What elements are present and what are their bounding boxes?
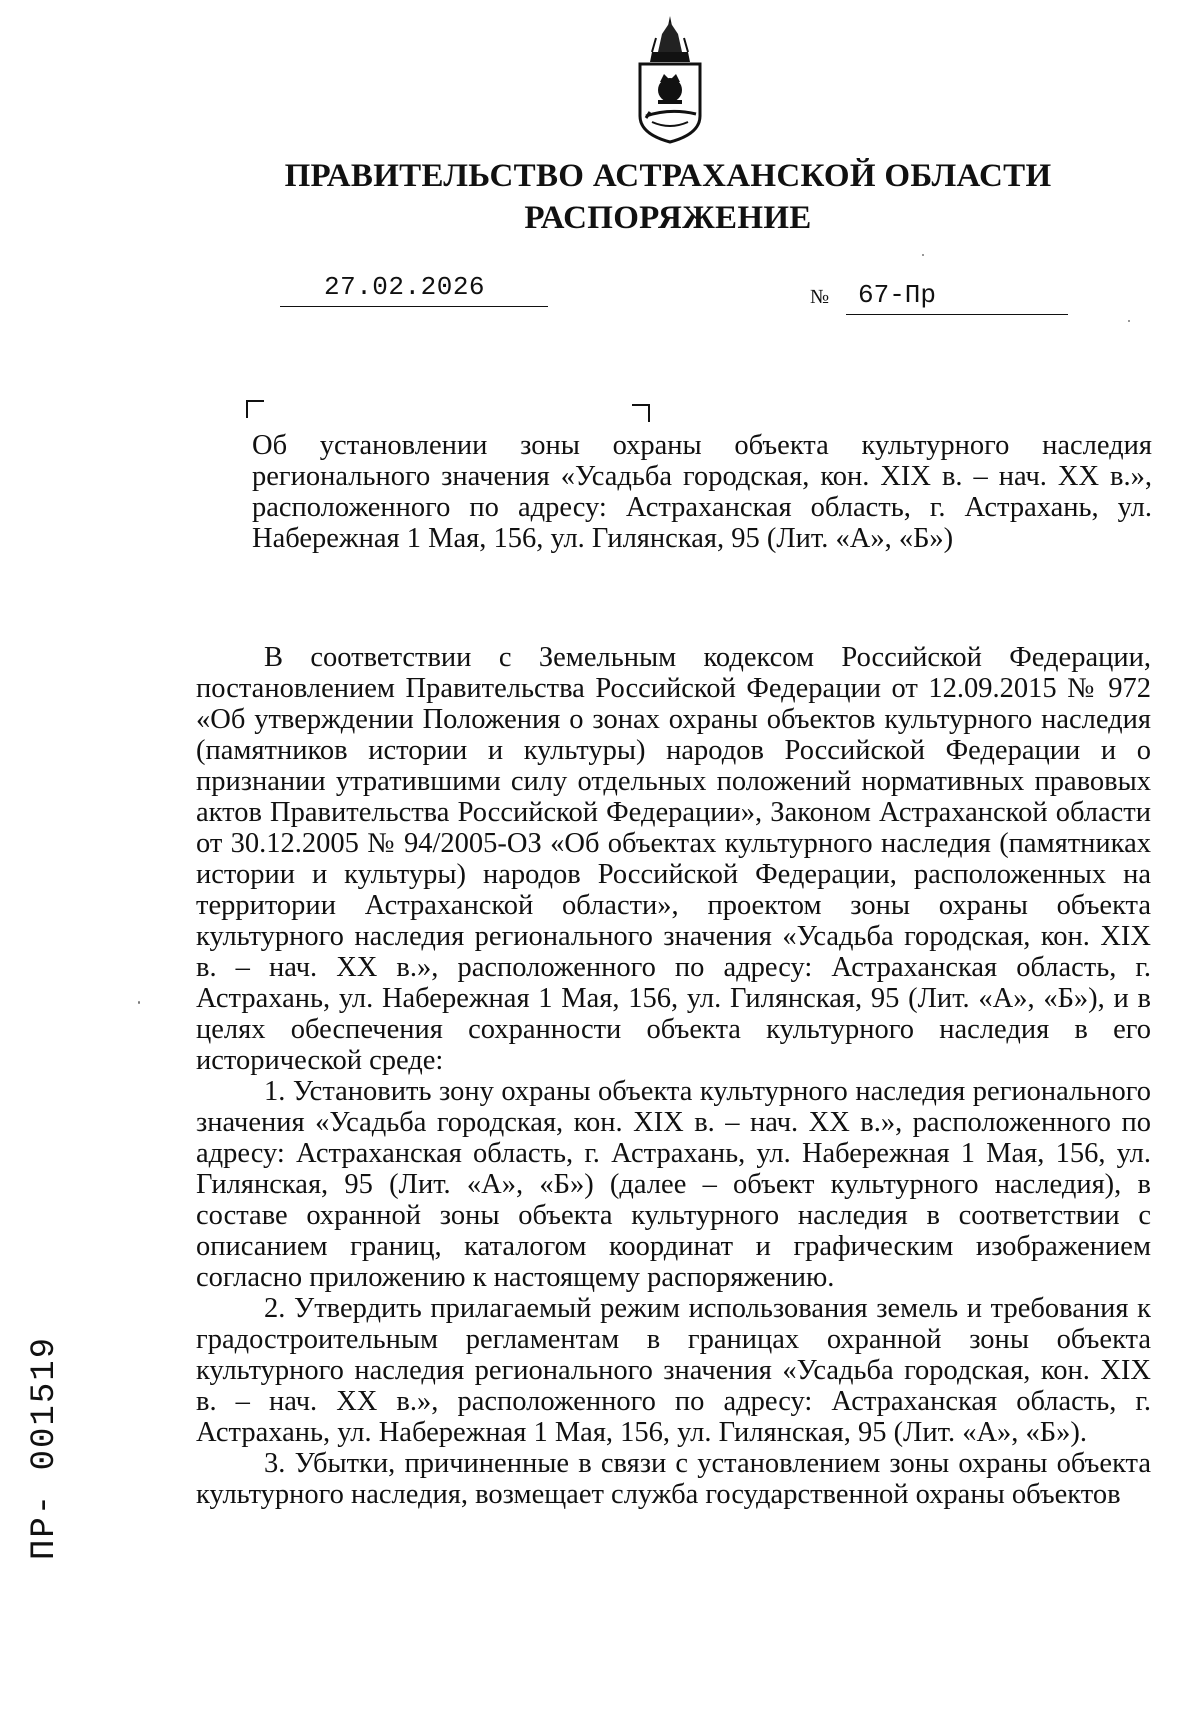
number-field bbox=[846, 278, 1068, 315]
scan-speck bbox=[1128, 320, 1130, 322]
coat-of-arms-emblem bbox=[622, 12, 718, 148]
body-intro-paragraph: В соответствии с Земельным кодексом Российской Федерации, постановлением Правительства Российской Федерации от 12.09.2015 № 972 «Об утверждении Положения о зонах охраны объектов культурного наследия (памятников истории и культуры) народов Российской Федерации и о признании утратившими силу отдельных положений нормативных правовых актов Правительства Российской Федерации», Законом Астраханской области от 30.12.2005 № 94/2005-ОЗ «Об объектах культурного наследия (памятниках истории и культуры) народов Российской Федерации, расположенных на территории Астраханской области», проектом зоны охраны объекта культурного наследия регионального значения «Усадьба городская, кон. XIX в. – нач. XX в.», расположенного по адресу: Астраханская область, г. Астрахань, ул. Набережная 1 Мая, 156, ул. Гилянская, 95 (Лит. «А», «Б»), и в целях обеспечения сохранности объекта культурного наследия в его исторической среде: bbox=[196, 642, 1151, 1076]
subject-corner-left bbox=[246, 400, 264, 418]
document-subject: Об установлении зоны охраны объекта культурного наследия регионального значения «Усадьба городская, кон. XIX в. – нач. XX в.», расположенного по адресу: Астраханская область, г. Астрахань, ул. Набережная 1 Мая, 156, ул. Гилянская, 95 (Лит. «А», «Б») bbox=[252, 430, 1152, 554]
document-number: 67-Пр bbox=[858, 280, 937, 310]
body-item-3: 3. Убытки, причиненные в связи с установлением зоны охраны объекта культурного наследия, возмещает служба государственной охраны объектов bbox=[196, 1448, 1151, 1510]
subject-corner-right bbox=[632, 404, 650, 422]
doc-type-title: РАСПОРЯЖЕНИЕ bbox=[524, 200, 812, 236]
document-body bbox=[196, 642, 1151, 1510]
scan-speck bbox=[138, 1001, 140, 1004]
margin-registration-code: ПР- 001519 bbox=[26, 1335, 64, 1560]
body-item-1: 1. Установить зону охраны объекта культурного наследия регионального значения «Усадьба городская, кон. XIX в. – нач. XX в.», расположенного по адресу: Астраханская область, г. Астрахань, ул. Набережная 1 Мая, 156, ул. Гилянская, 95 (Лит. «А», «Б») (далее – объект культурного наследия), в составе охранной зоны объекта культурного наследия в соответствии с описанием границ, каталогом координат и графическим изображением согласно приложению к настоящему распоряжению. bbox=[196, 1076, 1151, 1293]
org-title: ПРАВИТЕЛЬСТВО АСТРАХАНСКОЙ ОБЛАСТИ bbox=[284, 158, 1052, 194]
body-item-2: 2. Утвердить прилагаемый режим использования земель и требования к градостроительным регламентам в границах охранной зоны объекта культурного наследия регионального значения «Усадьба городская, кон. XIX в. – нач. XX в.», расположенного по адресу: Астраханская область, г. Астрахань, ул. Набережная 1 Мая, 156, ул. Гилянская, 95 (Лит. «А», «Б»). bbox=[196, 1293, 1151, 1448]
number-sign: № bbox=[810, 286, 830, 308]
document-date: 27.02.2026 bbox=[324, 272, 486, 302]
scan-speck bbox=[922, 254, 924, 256]
date-field bbox=[280, 272, 548, 307]
